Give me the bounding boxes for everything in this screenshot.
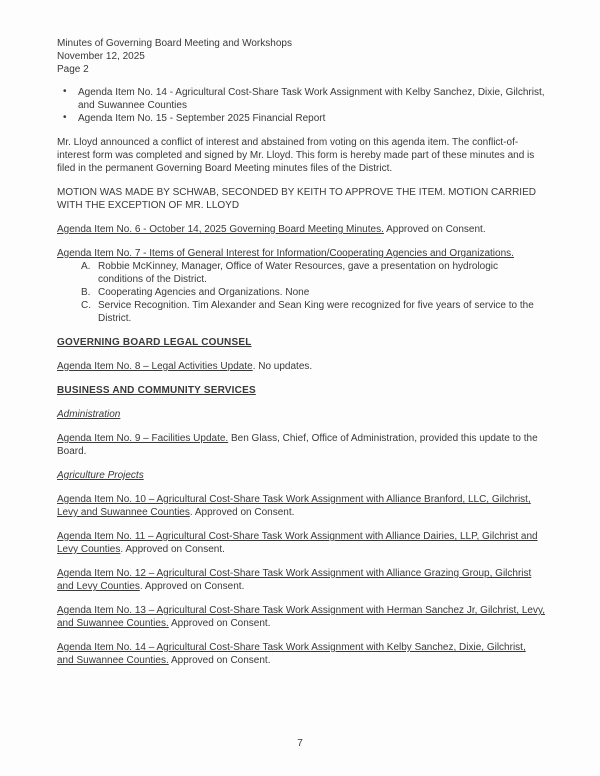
section-heading: GOVERNING BOARD LEGAL COUNSEL (57, 337, 252, 348)
document-content (57, 37, 545, 667)
paragraph-text (57, 247, 545, 260)
paragraph-segment: . No updates. (252, 361, 313, 372)
paragraph-text (57, 604, 545, 630)
paragraph-segment: Approved on Consent. (168, 618, 271, 629)
paragraph-segment: Approved on Consent. (383, 224, 486, 235)
paragraph (57, 136, 545, 175)
header-line: November 12, 2025 (57, 51, 145, 62)
paragraph-text (57, 136, 545, 175)
list-marker: C. (81, 300, 91, 311)
bullet-text: Agenda Item No. 14 - Agricultural Cost-Share Task Work Assignment with Kelby Sanchez, Dixie, Gilchrist, and Suwannee Counties (78, 87, 545, 111)
list-marker: A. (81, 261, 91, 272)
paragraph-text (57, 567, 545, 593)
paragraph (57, 360, 545, 373)
agenda-item-title: Agenda Item No. 14 – Agricultural Cost-Share Task Work Assignment with Kelby Sanchez, Dixie, Gilchrist, and Suwannee Counties. (57, 642, 526, 666)
bullet-text: Agenda Item No. 15 - September 2025 Financial Report (78, 113, 326, 124)
agenda-item-title: Agenda Item No. 13 – Agricultural Cost-Share Task Work Assignment with Herman Sanchez Jr, Gilchrist, Levy, and Suwannee Counties. (57, 605, 545, 629)
list-text: Cooperating Agencies and Organizations. None (98, 287, 310, 298)
lettered-list-item (57, 299, 545, 325)
paragraph (57, 641, 545, 667)
paragraph-text (57, 641, 545, 667)
agenda-section (57, 247, 545, 325)
agenda-item-title: Agenda Item No. 9 – Facilities Update. (57, 433, 229, 444)
paragraph-text (57, 530, 545, 556)
header-line: Minutes of Governing Board Meeting and Workshops (57, 38, 292, 49)
agenda-item-title: Agenda Item No. 12 – Agricultural Cost-Share Task Work Assignment with Alliance Grazing Group, Gilchrist and Levy Counties (57, 568, 532, 592)
list-text: Robbie McKinney, Manager, Office of Water Resources, gave a presentation on hydrologic conditions of the District. (98, 261, 499, 285)
agenda-item-title: Agenda Item No. 7 - Items of General Interest for Information/Cooperating Agencies and Organizations. (57, 248, 514, 259)
subsection-heading: Administration (57, 409, 121, 420)
paragraph (57, 432, 545, 458)
section-heading: BUSINESS AND COMMUNITY SERVICES (57, 385, 256, 396)
paragraph (57, 530, 545, 556)
page-number: 7 (297, 738, 303, 749)
list-marker: B. (81, 287, 91, 298)
bullet-item (57, 86, 545, 112)
paragraph (57, 493, 545, 519)
paragraph (57, 223, 545, 236)
paragraph-segment: . Approved on Consent. (189, 507, 295, 518)
bullet-icon: • (63, 86, 67, 97)
agenda-item-title: Agenda Item No. 11 – Agricultural Cost-Share Task Work Assignment with Alliance Dairies, LLP, Gilchrist and Levy Counties (57, 531, 538, 555)
paragraph (57, 604, 545, 630)
bullet-icon: • (63, 112, 67, 123)
agenda-item-title: Agenda Item No. 10 – Agricultural Cost-Share Task Work Assignment with Alliance Branford, LLC, Gilchrist, Levy and Suwannee Counties (57, 494, 531, 518)
paragraph (57, 567, 545, 593)
paragraph-text (57, 223, 545, 236)
bullet-item (57, 112, 545, 125)
agenda-bullet-list (57, 86, 545, 125)
paragraph-segment: Approved on Consent. (168, 655, 271, 666)
paragraph-text (57, 360, 545, 373)
subsection-heading: Agriculture Projects (57, 470, 144, 481)
agenda-item-title: Agenda Item No. 6 - October 14, 2025 Governing Board Meeting Minutes. (57, 224, 384, 235)
paragraph-segment: Ben Glass, Chief, Office of Administration, provided this update to the Board. (57, 433, 538, 457)
paragraph-text (57, 186, 545, 212)
paragraph-segment: . Approved on Consent. (120, 544, 225, 555)
document-header (57, 37, 545, 76)
header-line: Page 2 (57, 64, 89, 75)
paragraph-text (57, 493, 545, 519)
list-text: Service Recognition. Tim Alexander and Sean King were recognized for five years of service to the District. (98, 300, 534, 324)
lettered-list-item (57, 260, 545, 286)
lettered-list-item (57, 286, 545, 299)
paragraph-segment: MOTION WAS MADE BY SCHWAB, SECONDED BY KEITH TO APPROVE THE ITEM. MOTION CARRIED WITH THE EXCEPTION OF MR. LLOYD (57, 187, 536, 211)
paragraph (57, 186, 545, 212)
paragraph-text (57, 432, 545, 458)
paragraph-segment: . Approved on Consent. (139, 581, 245, 592)
paragraph-segment: Mr. Lloyd announced a conflict of interest and abstained from voting on this agenda item. The conflict-of-interest form was completed and signed by Mr. Lloyd. This form is hereby made part of these minutes and is filed in the permanent Governing Board Meeting minutes files of the District. (57, 137, 535, 174)
agenda-item-title: Agenda Item No. 8 – Legal Activities Update (57, 361, 253, 372)
